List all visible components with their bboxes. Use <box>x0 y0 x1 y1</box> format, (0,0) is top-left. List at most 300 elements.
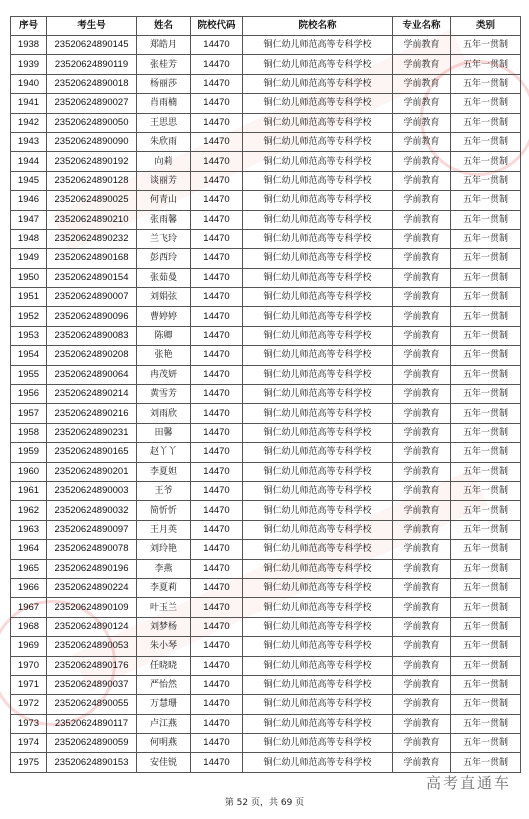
cell-exam-id: 23520624890224 <box>47 578 137 597</box>
cell-seq: 1941 <box>11 94 47 113</box>
cell-name: 何明燕 <box>137 734 191 753</box>
cell-seq: 1957 <box>11 404 47 423</box>
cell-category: 五年一贯制 <box>451 423 521 442</box>
table-row <box>11 753 521 772</box>
cell-category: 五年一贯制 <box>451 481 521 500</box>
cell-exam-id: 23520624890201 <box>47 462 137 481</box>
cell-seq: 1969 <box>11 637 47 656</box>
cell-category: 五年一贯制 <box>451 656 521 675</box>
cell-school-name: 铜仁幼儿师范高等专科学校 <box>243 714 393 733</box>
cell-category: 五年一贯制 <box>451 695 521 714</box>
cell-category: 五年一贯制 <box>451 675 521 694</box>
table-row <box>11 598 521 617</box>
cell-exam-id: 23520624890027 <box>47 94 137 113</box>
cell-school-name: 铜仁幼儿师范高等专科学校 <box>243 423 393 442</box>
cell-category: 五年一贯制 <box>451 210 521 229</box>
cell-school-code: 14470 <box>191 423 243 442</box>
cell-school-name: 铜仁幼儿师范高等专科学校 <box>243 132 393 151</box>
cell-major: 学前教育 <box>393 307 451 326</box>
cell-exam-id: 23520624890231 <box>47 423 137 442</box>
table-row <box>11 656 521 675</box>
cell-school-name: 铜仁幼儿师范高等专科学校 <box>243 152 393 171</box>
cell-seq: 1973 <box>11 714 47 733</box>
cell-exam-id: 23520624890192 <box>47 152 137 171</box>
cell-name: 叶玉兰 <box>137 598 191 617</box>
cell-exam-id: 23520624890055 <box>47 695 137 714</box>
cell-school-name: 铜仁幼儿师范高等专科学校 <box>243 210 393 229</box>
cell-exam-id: 23520624890153 <box>47 753 137 772</box>
cell-category: 五年一贯制 <box>451 753 521 772</box>
cell-school-code: 14470 <box>191 346 243 365</box>
cell-major: 学前教育 <box>393 132 451 151</box>
table-row <box>11 132 521 151</box>
cell-school-name: 铜仁幼儿师范高等专科学校 <box>243 559 393 578</box>
cell-major: 学前教育 <box>393 55 451 74</box>
cell-school-code: 14470 <box>191 191 243 210</box>
cell-school-code: 14470 <box>191 501 243 520</box>
cell-school-code: 14470 <box>191 540 243 559</box>
admission-table <box>10 16 521 773</box>
cell-school-code: 14470 <box>191 113 243 132</box>
cell-school-code: 14470 <box>191 385 243 404</box>
cell-major: 学前教育 <box>393 191 451 210</box>
cell-school-name: 铜仁幼儿师范高等专科学校 <box>243 617 393 636</box>
cell-name: 张桂芳 <box>137 55 191 74</box>
cell-name: 杨丽莎 <box>137 74 191 93</box>
cell-category: 五年一贯制 <box>451 637 521 656</box>
cell-school-name: 铜仁幼儿师范高等专科学校 <box>243 288 393 307</box>
cell-exam-id: 23520624890083 <box>47 326 137 345</box>
cell-name: 彭西玲 <box>137 249 191 268</box>
cell-school-name: 铜仁幼儿师范高等专科学校 <box>243 74 393 93</box>
cell-school-code: 14470 <box>191 249 243 268</box>
cell-name: 刘梦杨 <box>137 617 191 636</box>
cell-category: 五年一贯制 <box>451 55 521 74</box>
cell-exam-id: 23520624890078 <box>47 540 137 559</box>
cell-major: 学前教育 <box>393 249 451 268</box>
cell-exam-id: 23520624890109 <box>47 598 137 617</box>
cell-seq: 1952 <box>11 307 47 326</box>
cell-category: 五年一贯制 <box>451 268 521 287</box>
table-row <box>11 229 521 248</box>
cell-category: 五年一贯制 <box>451 249 521 268</box>
cell-major: 学前教育 <box>393 365 451 384</box>
table-row <box>11 404 521 423</box>
cell-major: 学前教育 <box>393 578 451 597</box>
cell-seq: 1960 <box>11 462 47 481</box>
cell-school-code: 14470 <box>191 462 243 481</box>
cell-school-name: 铜仁幼儿师范高等专科学校 <box>243 113 393 132</box>
cell-school-name: 铜仁幼儿师范高等专科学校 <box>243 598 393 617</box>
cell-exam-id: 23520624890007 <box>47 288 137 307</box>
cell-seq: 1974 <box>11 734 47 753</box>
cell-category: 五年一贯制 <box>451 36 521 55</box>
cell-major: 学前教育 <box>393 36 451 55</box>
cell-major: 学前教育 <box>393 481 451 500</box>
cell-exam-id: 23520624890128 <box>47 171 137 190</box>
cell-seq: 1968 <box>11 617 47 636</box>
cell-category: 五年一贯制 <box>451 346 521 365</box>
table-row <box>11 36 521 55</box>
cell-category: 五年一贯制 <box>451 326 521 345</box>
cell-school-name: 铜仁幼儿师范高等专科学校 <box>243 481 393 500</box>
cell-name: 曹婷婷 <box>137 307 191 326</box>
cell-exam-id: 23520624890032 <box>47 501 137 520</box>
cell-school-code: 14470 <box>191 753 243 772</box>
cell-major: 学前教育 <box>393 423 451 442</box>
cell-category: 五年一贯制 <box>451 462 521 481</box>
cell-name: 王爷 <box>137 481 191 500</box>
cell-category: 五年一贯制 <box>451 559 521 578</box>
cell-category: 五年一贯制 <box>451 540 521 559</box>
table-row <box>11 540 521 559</box>
cell-exam-id: 23520624890096 <box>47 307 137 326</box>
cell-school-code: 14470 <box>191 656 243 675</box>
cell-school-name: 铜仁幼儿师范高等专科学校 <box>243 675 393 694</box>
cell-school-code: 14470 <box>191 288 243 307</box>
cell-seq: 1967 <box>11 598 47 617</box>
cell-major: 学前教育 <box>393 656 451 675</box>
cell-name: 王思思 <box>137 113 191 132</box>
cell-major: 学前教育 <box>393 559 451 578</box>
cell-major: 学前教育 <box>393 171 451 190</box>
cell-school-name: 铜仁幼儿师范高等专科学校 <box>243 443 393 462</box>
cell-category: 五年一贯制 <box>451 113 521 132</box>
cell-seq: 1950 <box>11 268 47 287</box>
table-row <box>11 481 521 500</box>
cell-seq: 1975 <box>11 753 47 772</box>
cell-seq: 1944 <box>11 152 47 171</box>
cell-category: 五年一贯制 <box>451 307 521 326</box>
cell-exam-id: 23520624890050 <box>47 113 137 132</box>
cell-name: 肖雨楠 <box>137 94 191 113</box>
cell-seq: 1942 <box>11 113 47 132</box>
cell-school-name: 铜仁幼儿师范高等专科学校 <box>243 578 393 597</box>
cell-seq: 1954 <box>11 346 47 365</box>
cell-exam-id: 23520624890208 <box>47 346 137 365</box>
cell-school-code: 14470 <box>191 520 243 539</box>
header-school-code: 院校代码 <box>191 17 243 36</box>
cell-name: 严怡然 <box>137 675 191 694</box>
cell-exam-id: 23520624890059 <box>47 734 137 753</box>
cell-school-code: 14470 <box>191 36 243 55</box>
cell-name: 张艳 <box>137 346 191 365</box>
cell-name: 张茹曼 <box>137 268 191 287</box>
cell-name: 刘娟弦 <box>137 288 191 307</box>
cell-school-code: 14470 <box>191 132 243 151</box>
cell-school-name: 铜仁幼儿师范高等专科学校 <box>243 520 393 539</box>
cell-name: 李夏妲 <box>137 462 191 481</box>
cell-school-code: 14470 <box>191 598 243 617</box>
site-watermark: 高考直通车 <box>425 774 511 792</box>
cell-category: 五年一贯制 <box>451 132 521 151</box>
cell-name: 卢江燕 <box>137 714 191 733</box>
cell-exam-id: 23520624890053 <box>47 637 137 656</box>
cell-major: 学前教育 <box>393 229 451 248</box>
table-row <box>11 559 521 578</box>
cell-name: 冉茂妍 <box>137 365 191 384</box>
cell-category: 五年一贯制 <box>451 578 521 597</box>
cell-category: 五年一贯制 <box>451 74 521 93</box>
cell-exam-id: 23520624890025 <box>47 191 137 210</box>
cell-major: 学前教育 <box>393 94 451 113</box>
cell-exam-id: 23520624890154 <box>47 268 137 287</box>
cell-school-name: 铜仁幼儿师范高等专科学校 <box>243 307 393 326</box>
cell-major: 学前教育 <box>393 617 451 636</box>
table-row <box>11 365 521 384</box>
cell-school-code: 14470 <box>191 74 243 93</box>
cell-school-code: 14470 <box>191 210 243 229</box>
table-row <box>11 346 521 365</box>
cell-name: 李夏莉 <box>137 578 191 597</box>
page-number-footer: 第 52 页，共 69 页 <box>224 798 305 808</box>
cell-school-name: 铜仁幼儿师范高等专科学校 <box>243 501 393 520</box>
cell-category: 五年一贯制 <box>451 288 521 307</box>
cell-school-name: 铜仁幼儿师范高等专科学校 <box>243 695 393 714</box>
cell-seq: 1947 <box>11 210 47 229</box>
cell-seq: 1965 <box>11 559 47 578</box>
cell-seq: 1959 <box>11 443 47 462</box>
cell-name: 刘雨欣 <box>137 404 191 423</box>
cell-major: 学前教育 <box>393 74 451 93</box>
cell-seq: 1940 <box>11 74 47 93</box>
cell-seq: 1970 <box>11 656 47 675</box>
cell-name: 李燕 <box>137 559 191 578</box>
cell-seq: 1962 <box>11 501 47 520</box>
table-row <box>11 74 521 93</box>
table-row <box>11 443 521 462</box>
cell-seq: 1949 <box>11 249 47 268</box>
cell-major: 学前教育 <box>393 637 451 656</box>
cell-exam-id: 23520624890037 <box>47 675 137 694</box>
cell-school-code: 14470 <box>191 229 243 248</box>
cell-major: 学前教育 <box>393 385 451 404</box>
cell-major: 学前教育 <box>393 268 451 287</box>
cell-category: 五年一贯制 <box>451 171 521 190</box>
cell-name: 简忻忻 <box>137 501 191 520</box>
cell-major: 学前教育 <box>393 520 451 539</box>
cell-school-name: 铜仁幼儿师范高等专科学校 <box>243 346 393 365</box>
cell-school-name: 铜仁幼儿师范高等专科学校 <box>243 656 393 675</box>
admission-table-container <box>10 16 520 773</box>
cell-exam-id: 23520624890097 <box>47 520 137 539</box>
cell-exam-id: 23520624890145 <box>47 36 137 55</box>
cell-category: 五年一贯制 <box>451 617 521 636</box>
cell-category: 五年一贯制 <box>451 229 521 248</box>
table-row <box>11 637 521 656</box>
cell-exam-id: 23520624890216 <box>47 404 137 423</box>
cell-school-name: 铜仁幼儿师范高等专科学校 <box>243 326 393 345</box>
table-row <box>11 191 521 210</box>
table-row <box>11 617 521 636</box>
cell-seq: 1943 <box>11 132 47 151</box>
cell-exam-id: 23520624890232 <box>47 229 137 248</box>
cell-school-name: 铜仁幼儿师范高等专科学校 <box>243 249 393 268</box>
cell-seq: 1939 <box>11 55 47 74</box>
cell-school-name: 铜仁幼儿师范高等专科学校 <box>243 385 393 404</box>
table-row <box>11 385 521 404</box>
cell-school-code: 14470 <box>191 55 243 74</box>
cell-name: 张雨馨 <box>137 210 191 229</box>
cell-school-code: 14470 <box>191 94 243 113</box>
cell-school-name: 铜仁幼儿师范高等专科学校 <box>243 36 393 55</box>
cell-seq: 1951 <box>11 288 47 307</box>
cell-major: 学前教育 <box>393 753 451 772</box>
cell-name: 任晓晓 <box>137 656 191 675</box>
cell-exam-id: 23520624890210 <box>47 210 137 229</box>
cell-school-name: 铜仁幼儿师范高等专科学校 <box>243 55 393 74</box>
header-major: 专业名称 <box>393 17 451 36</box>
cell-major: 学前教育 <box>393 404 451 423</box>
cell-exam-id: 23520624890090 <box>47 132 137 151</box>
cell-major: 学前教育 <box>393 288 451 307</box>
cell-exam-id: 23520624890119 <box>47 55 137 74</box>
cell-name: 赵丫丫 <box>137 443 191 462</box>
cell-school-name: 铜仁幼儿师范高等专科学校 <box>243 268 393 287</box>
cell-school-name: 铜仁幼儿师范高等专科学校 <box>243 191 393 210</box>
cell-major: 学前教育 <box>393 598 451 617</box>
cell-school-code: 14470 <box>191 404 243 423</box>
header-name: 姓名 <box>137 17 191 36</box>
cell-category: 五年一贯制 <box>451 520 521 539</box>
cell-name: 兰飞玲 <box>137 229 191 248</box>
cell-school-name: 铜仁幼儿师范高等专科学校 <box>243 637 393 656</box>
cell-school-code: 14470 <box>191 617 243 636</box>
table-row <box>11 423 521 442</box>
cell-seq: 1946 <box>11 191 47 210</box>
cell-seq: 1958 <box>11 423 47 442</box>
cell-seq: 1966 <box>11 578 47 597</box>
cell-major: 学前教育 <box>393 675 451 694</box>
cell-category: 五年一贯制 <box>451 191 521 210</box>
cell-major: 学前教育 <box>393 734 451 753</box>
cell-major: 学前教育 <box>393 462 451 481</box>
cell-seq: 1963 <box>11 520 47 539</box>
table-row <box>11 578 521 597</box>
cell-exam-id: 23520624890018 <box>47 74 137 93</box>
cell-exam-id: 23520624890124 <box>47 617 137 636</box>
table-row <box>11 714 521 733</box>
cell-name: 陈卿 <box>137 326 191 345</box>
cell-seq: 1945 <box>11 171 47 190</box>
cell-category: 五年一贯制 <box>451 152 521 171</box>
cell-major: 学前教育 <box>393 346 451 365</box>
cell-major: 学前教育 <box>393 443 451 462</box>
table-row <box>11 55 521 74</box>
table-row <box>11 520 521 539</box>
cell-exam-id: 23520624890064 <box>47 365 137 384</box>
cell-category: 五年一贯制 <box>451 734 521 753</box>
table-header-row <box>11 17 521 36</box>
cell-seq: 1972 <box>11 695 47 714</box>
cell-name: 郑皓月 <box>137 36 191 55</box>
table-row <box>11 695 521 714</box>
table-row <box>11 288 521 307</box>
table-row <box>11 94 521 113</box>
table-row <box>11 249 521 268</box>
cell-seq: 1956 <box>11 385 47 404</box>
cell-seq: 1961 <box>11 481 47 500</box>
table-row <box>11 675 521 694</box>
cell-name: 黄雪芳 <box>137 385 191 404</box>
table-row <box>11 113 521 132</box>
cell-school-code: 14470 <box>191 443 243 462</box>
cell-name: 朱小琴 <box>137 637 191 656</box>
cell-school-name: 铜仁幼儿师范高等专科学校 <box>243 462 393 481</box>
cell-exam-id: 23520624890176 <box>47 656 137 675</box>
cell-school-code: 14470 <box>191 734 243 753</box>
cell-school-name: 铜仁幼儿师范高等专科学校 <box>243 94 393 113</box>
cell-school-code: 14470 <box>191 268 243 287</box>
cell-school-code: 14470 <box>191 695 243 714</box>
cell-major: 学前教育 <box>393 113 451 132</box>
cell-exam-id: 23520624890214 <box>47 385 137 404</box>
cell-exam-id: 23520624890165 <box>47 443 137 462</box>
cell-school-code: 14470 <box>191 559 243 578</box>
table-row <box>11 152 521 171</box>
cell-major: 学前教育 <box>393 501 451 520</box>
cell-major: 学前教育 <box>393 210 451 229</box>
cell-seq: 1948 <box>11 229 47 248</box>
cell-school-name: 铜仁幼儿师范高等专科学校 <box>243 365 393 384</box>
table-row <box>11 210 521 229</box>
table-row <box>11 734 521 753</box>
cell-seq: 1964 <box>11 540 47 559</box>
header-category: 类别 <box>451 17 521 36</box>
cell-category: 五年一贯制 <box>451 365 521 384</box>
cell-exam-id: 23520624890196 <box>47 559 137 578</box>
cell-name: 万慧珊 <box>137 695 191 714</box>
cell-category: 五年一贯制 <box>451 94 521 113</box>
cell-seq: 1971 <box>11 675 47 694</box>
cell-seq: 1953 <box>11 326 47 345</box>
cell-seq: 1938 <box>11 36 47 55</box>
table-row <box>11 501 521 520</box>
table-row <box>11 307 521 326</box>
cell-name: 田馨 <box>137 423 191 442</box>
table-row <box>11 268 521 287</box>
cell-school-code: 14470 <box>191 714 243 733</box>
cell-school-code: 14470 <box>191 675 243 694</box>
cell-major: 学前教育 <box>393 540 451 559</box>
table-row <box>11 171 521 190</box>
cell-category: 五年一贯制 <box>451 598 521 617</box>
header-exam-id: 考生号 <box>47 17 137 36</box>
cell-school-name: 铜仁幼儿师范高等专科学校 <box>243 734 393 753</box>
cell-exam-id: 23520624890117 <box>47 714 137 733</box>
header-seq: 序号 <box>11 17 47 36</box>
cell-school-code: 14470 <box>191 326 243 345</box>
cell-school-code: 14470 <box>191 481 243 500</box>
cell-category: 五年一贯制 <box>451 385 521 404</box>
cell-name: 安佳锐 <box>137 753 191 772</box>
cell-school-name: 铜仁幼儿师范高等专科学校 <box>243 404 393 423</box>
cell-name: 何青山 <box>137 191 191 210</box>
cell-exam-id: 23520624890003 <box>47 481 137 500</box>
cell-seq: 1955 <box>11 365 47 384</box>
cell-major: 学前教育 <box>393 695 451 714</box>
cell-exam-id: 23520624890168 <box>47 249 137 268</box>
table-row <box>11 462 521 481</box>
cell-school-code: 14470 <box>191 307 243 326</box>
cell-category: 五年一贯制 <box>451 714 521 733</box>
cell-school-name: 铜仁幼儿师范高等专科学校 <box>243 171 393 190</box>
cell-category: 五年一贯制 <box>451 501 521 520</box>
cell-name: 刘玲艳 <box>137 540 191 559</box>
cell-school-name: 铜仁幼儿师范高等专科学校 <box>243 540 393 559</box>
table-body <box>11 36 521 773</box>
cell-category: 五年一贯制 <box>451 404 521 423</box>
